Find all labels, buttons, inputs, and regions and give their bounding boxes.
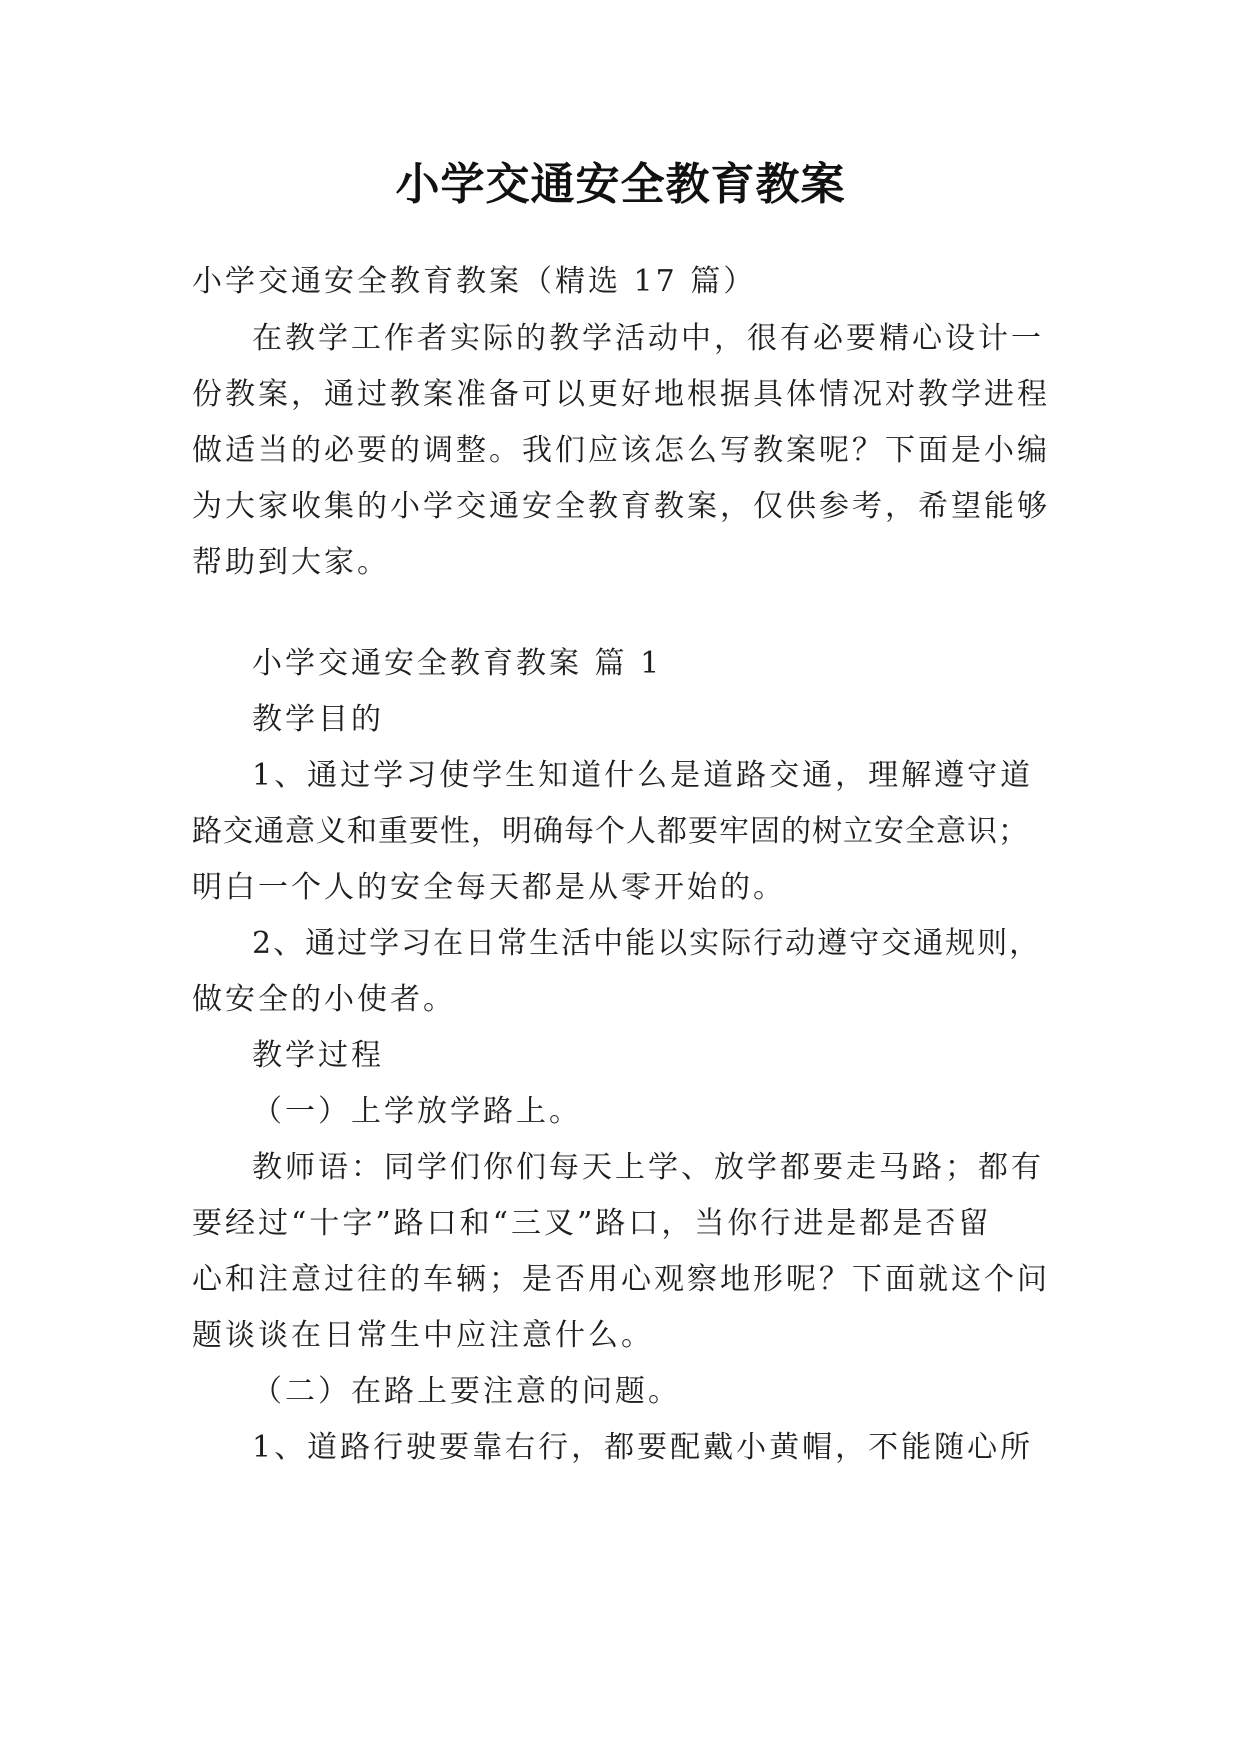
intro-line-1: 在教学工作者实际的教学活动中，很有必要精心设计一	[252, 321, 1044, 356]
teacher-speech-line-4: 题谈谈在日常生中应注意什么。	[192, 1318, 654, 1353]
section-heading: 小学交通安全教育教案 篇 1	[252, 646, 663, 681]
intro-line-3: 做适当的必要的调整。我们应该怎么写教案呢？下面是小编	[192, 433, 1050, 468]
document-title: 小学交通安全教育教案	[395, 159, 846, 210]
subtitle-line: 小学交通安全教育教案（精选 17 篇）	[192, 264, 757, 299]
rule-1-line-1: 1、道路行驶要靠右行，都要配戴小黄帽，不能随心所	[252, 1430, 1034, 1465]
teacher-speech-line-3: 心和注意过往的车辆；是否用心观察地形呢？下面就这个问	[192, 1262, 1050, 1297]
process-part-2-heading: （二）在路上要注意的问题。	[252, 1374, 681, 1409]
intro-line-2: 份教案，通过教案准备可以更好地根据具体情况对教学进程	[192, 377, 1050, 412]
objective-1-line-1: 1、通过学习使学生知道什么是道路交通，理解遵守道	[252, 758, 1034, 793]
intro-line-4: 为大家收集的小学交通安全教育教案，仅供参考，希望能够	[192, 489, 1050, 524]
intro-line-5: 帮助到大家。	[192, 545, 390, 580]
objective-heading: 教学目的	[252, 702, 384, 737]
teacher-speech-line-1: 教师语：同学们你们每天上学、放学都要走马路；都有	[252, 1150, 1044, 1185]
objective-2-line-2: 做安全的小使者。	[192, 982, 456, 1017]
teacher-speech-line-2: 要经过“十字”路口和“三叉”路口，当你行进是都是否留	[192, 1206, 992, 1241]
objective-1-line-3: 明白一个人的安全每天都是从零开始的。	[192, 870, 786, 905]
objective-1-line-2: 路交通意义和重要性，明确每个人都要牢固的树立安全意识；	[192, 814, 1029, 849]
process-part-1-heading: （一）上学放学路上。	[252, 1094, 582, 1129]
process-heading: 教学过程	[252, 1038, 384, 1073]
objective-2-line-1: 2、通过学习在日常生活中能以实际行动遵守交通规则，	[252, 926, 1042, 961]
